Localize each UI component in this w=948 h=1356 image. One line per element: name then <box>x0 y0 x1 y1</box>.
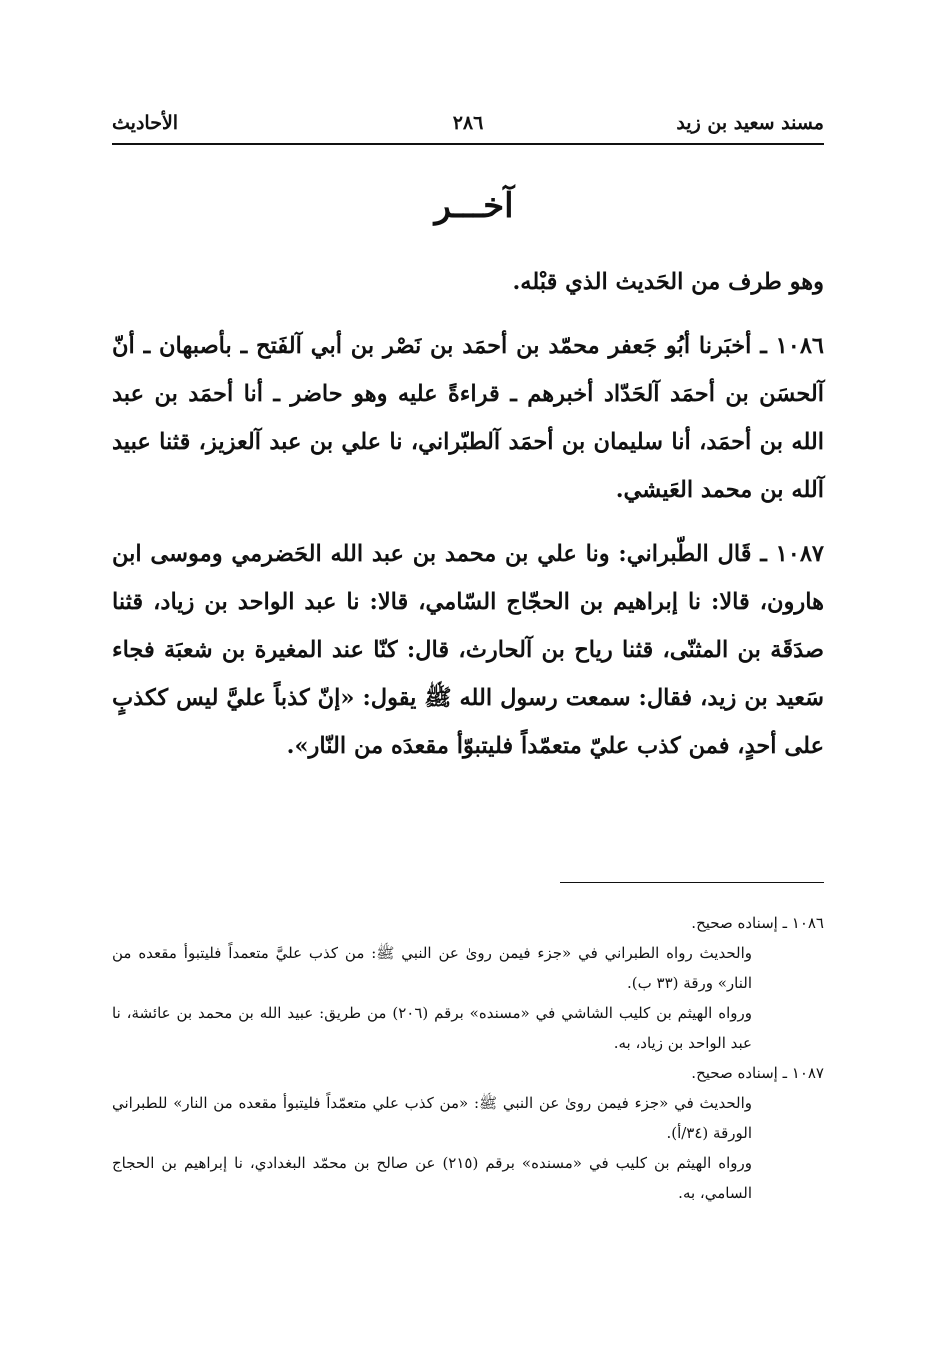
page-number: ٢٨٦ <box>452 112 484 134</box>
section-title: آخـــر <box>434 186 514 226</box>
hadith-1087: ١٠٨٧ ـ قَال الطّبراني: ونا علي بن محمد بن عبد الله الحَضرمي وموسى ابن هارون، قالا: نا إبراهيم بن الحجّاج السّامي، قالا: نا عبد الواحد بن زياد، قثنا صدَقَة بن المثنّى، قثنا رياح بن آلحارث، قال: كنّا عند المغيرة بن شعبَة فجاء سَعيد بن زيد، فقال: سمعت رسول الله ﷺ يقول: «إنّ كذباً عليَّ ليس ككذبٍ على أحدٍ، فمن كذب عليّ متعمّداً فليتبوّأ مقعدَه من النّار». <box>112 541 825 759</box>
footnote-1086-source: والحديث رواه الطبراني في «جزء فيمن روىٰ عن النبي ﷺ: من كذب عليَّ متعمداً فليتبوأ مقعده من النار» ورقة (٣٣ ب). <box>112 944 752 992</box>
footnote-divider <box>560 882 824 883</box>
footnote-1086-grade: ١٠٨٦ ـ إسناده صحيح. <box>691 914 824 932</box>
hadith-1086: ١٠٨٦ ـ أخبَرنا أبُو جَعفر محمّد بن أحمَد بن نَصْر بن أبي آلفَتح ـ بأصبهان ـ أنّ آلحسَن بن أحمَد آلحَدّاد أخبرهم ـ قراءةً عليه وهو حاضر ـ أنا أحمَد بن عبد الله بن أحمَد، أنا سليمان بن أحمَد آلطبّراني، نا علي بن عبد آلعزيز، قثنا عبيد آلله بن محمد العَيشي. <box>112 333 824 503</box>
header-divider <box>112 143 824 145</box>
main-text <box>112 258 824 770</box>
header-section-title: الأحاديث <box>112 112 179 134</box>
footnote-1086-musnad: ورواه الهيثم بن كليب الشاشي في «مسنده» برقم (٢٠٦) من طريق: عبيد الله بن محمد بن عائشة، نا عبد الواحد بن زياد، به. <box>112 1004 753 1052</box>
footnote-1087-source: والحديث في «جزء فيمن روىٰ عن النبي ﷺ: «من كذب علي متعمّداً فليتبوأ مقعده من النار» للطبراني الورقة (٣٤/أ). <box>112 1094 752 1142</box>
footnote-1087-musnad: ورواه الهيثم بن كليب في «مسنده» برقم (٢١٥) عن صالح بن محمّد البغدادي، نا إبراهيم بن الحجاج السامي، به. <box>112 1154 752 1202</box>
footnote-1087-grade: ١٠٨٧ ـ إسناده صحيح. <box>691 1064 824 1082</box>
header-book-title: مسند سعيد بن زيد <box>676 112 824 134</box>
running-header <box>112 112 824 142</box>
footnotes <box>112 908 824 1208</box>
intro-line: وهو طرف من الحَديث الذي قبْله. <box>512 269 824 295</box>
